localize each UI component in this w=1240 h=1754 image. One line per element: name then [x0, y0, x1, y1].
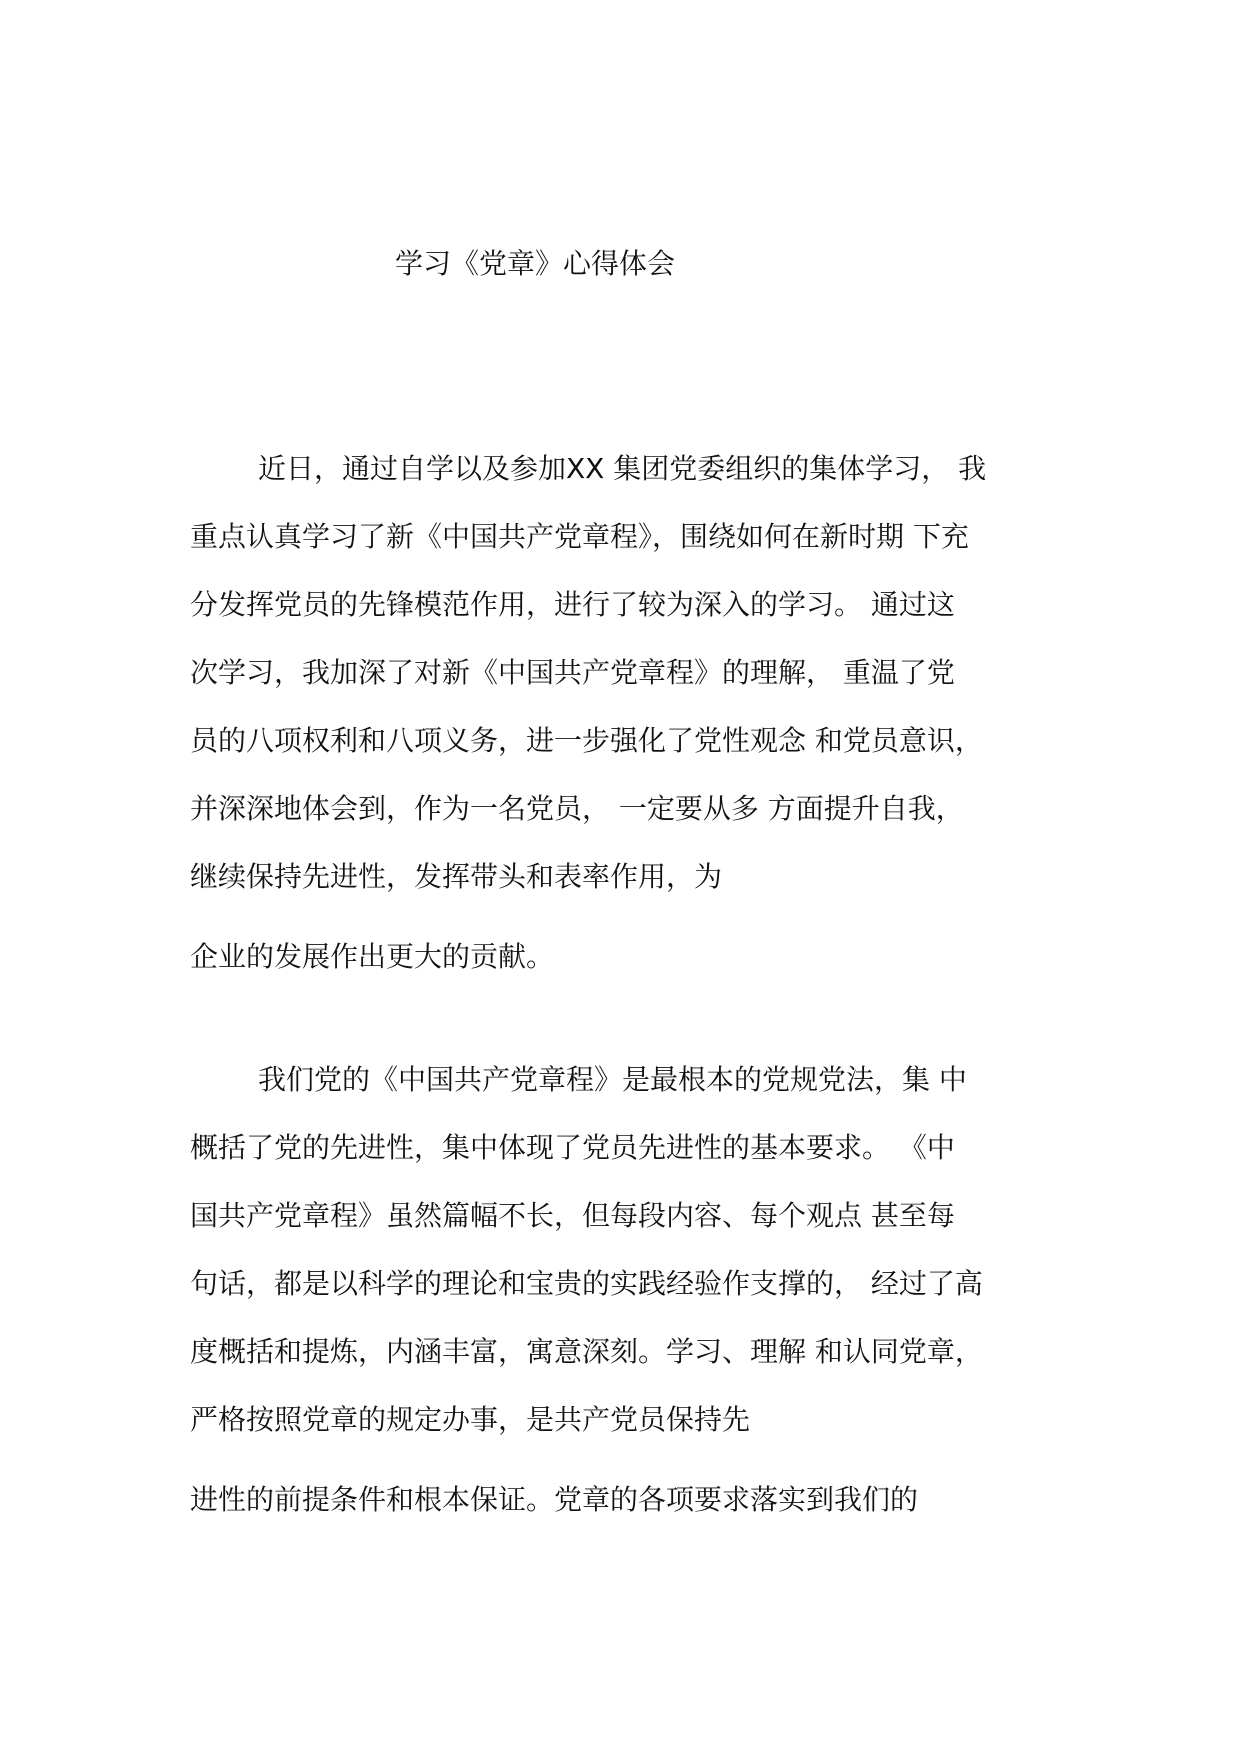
paragraph-line: 次学习，我加深了对新《中国共产党章程》的理解， 重温了党 [190, 656, 955, 689]
paragraph-line: 重点认真学习了新《中国共产党章程》，围绕如何在新时期 下充 [190, 520, 969, 553]
paragraph-line: 企业的发展作出更大的贡献。 [190, 940, 555, 973]
paragraph-line: 国共产党章程》虽然篇幅不长，但每段内容、每个观点 甚至每 [190, 1199, 955, 1232]
paragraph-line: 员的八项权利和八项义务，进一步强化了党性观念 和党员意识， [190, 724, 983, 757]
paragraph-line: 严格按照党章的规定办事，是共产党员保持先 [190, 1403, 751, 1436]
paragraph-line: 近日，通过自学以及参加XX 集团党委组织的集体学习， 我 [258, 452, 987, 485]
paragraph-line: 概括了党的先进性，集中体现了党员先进性的基本要求。 《中 [190, 1131, 955, 1164]
paragraph-line: 进性的前提条件和根本保证。党章的各项要求落实到我们的 [190, 1483, 919, 1516]
paragraph-line: 句话，都是以科学的理论和宝贵的实践经验作支撑的， 经过了高 [190, 1267, 983, 1300]
paragraph-line: 度概括和提炼，内涵丰富，寓意深刻。学习、理解 和认同党章， [190, 1335, 983, 1368]
paragraph-line: 继续保持先进性，发挥带头和表率作用，为 [190, 860, 723, 893]
paragraph-line: 并深深地体会到，作为一名党员， 一定要从多 方面提升自我， [190, 792, 964, 825]
paragraph-line: 我们党的《中国共产党章程》是最根本的党规党法，集 中 [258, 1063, 967, 1096]
document-title: 学习《党章》心得体会 [395, 247, 676, 280]
paragraph-line: 分发挥党员的先锋模范作用，进行了较为深入的学习。 通过这 [190, 588, 955, 621]
